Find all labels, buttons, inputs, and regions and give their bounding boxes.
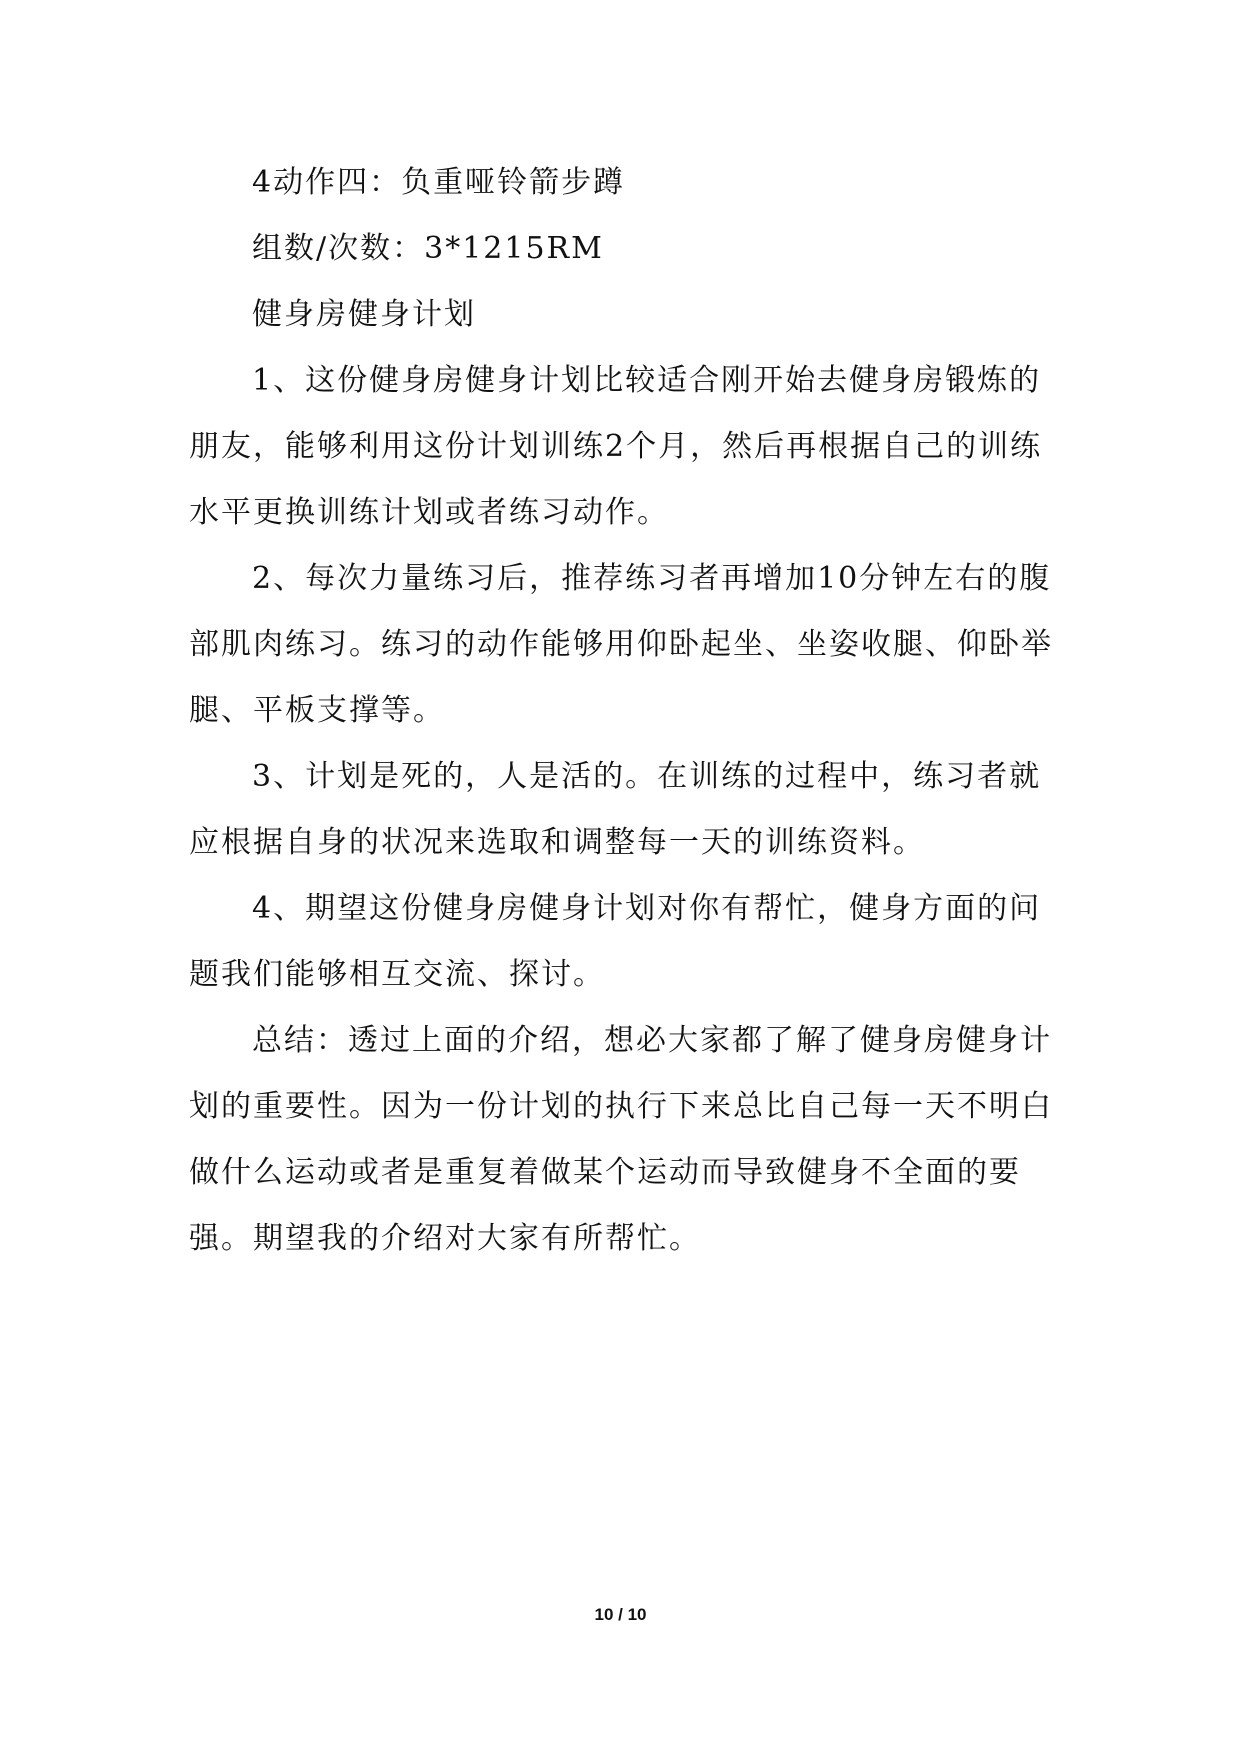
page-number: 10 / 10 (594, 1605, 647, 1624)
paragraph-point-4: 4、期望这份健身房健身计划对你有帮忙，健身方面的问题我们能够相互交流、探讨。 (189, 891, 1042, 992)
paragraph-point-1: 1、这份健身房健身计划比较适合刚开始去健身房锻炼的朋友，能够利用这份计划训练2个月，然后再根据自己的训练水平更换训练计划或者练习动作。 (189, 363, 1043, 530)
document-body (189, 150, 1059, 1272)
exercise-heading: 4动作四：负重哑铃箭步蹲 (252, 165, 626, 200)
section-title: 健身房健身计划 (252, 297, 476, 332)
paragraph-point-3: 3、计划是死的，人是活的。在训练的过程中，练习者就应根据自身的状况来选取和调整每一天的训练资料。 (189, 759, 1042, 860)
paragraph-summary: 总结：透过上面的介绍，想必大家都了解了健身房健身计划的重要性。因为一份计划的执行下来总比自己每一天不明白做什么运动或者是重复着做某个运动而导致健身不全面的要强。期望我的介绍对大家有所帮忙。 (189, 1023, 1053, 1256)
paragraph-point-2: 2、每次力量练习后，推荐练习者再增加10分钟左右的腹部肌肉练习。练习的动作能够用仰卧起坐、坐姿收腿、仰卧举腿、平板支撑等。 (189, 561, 1053, 728)
sets-reps-line: 组数/次数：3*1215RM (252, 231, 604, 266)
